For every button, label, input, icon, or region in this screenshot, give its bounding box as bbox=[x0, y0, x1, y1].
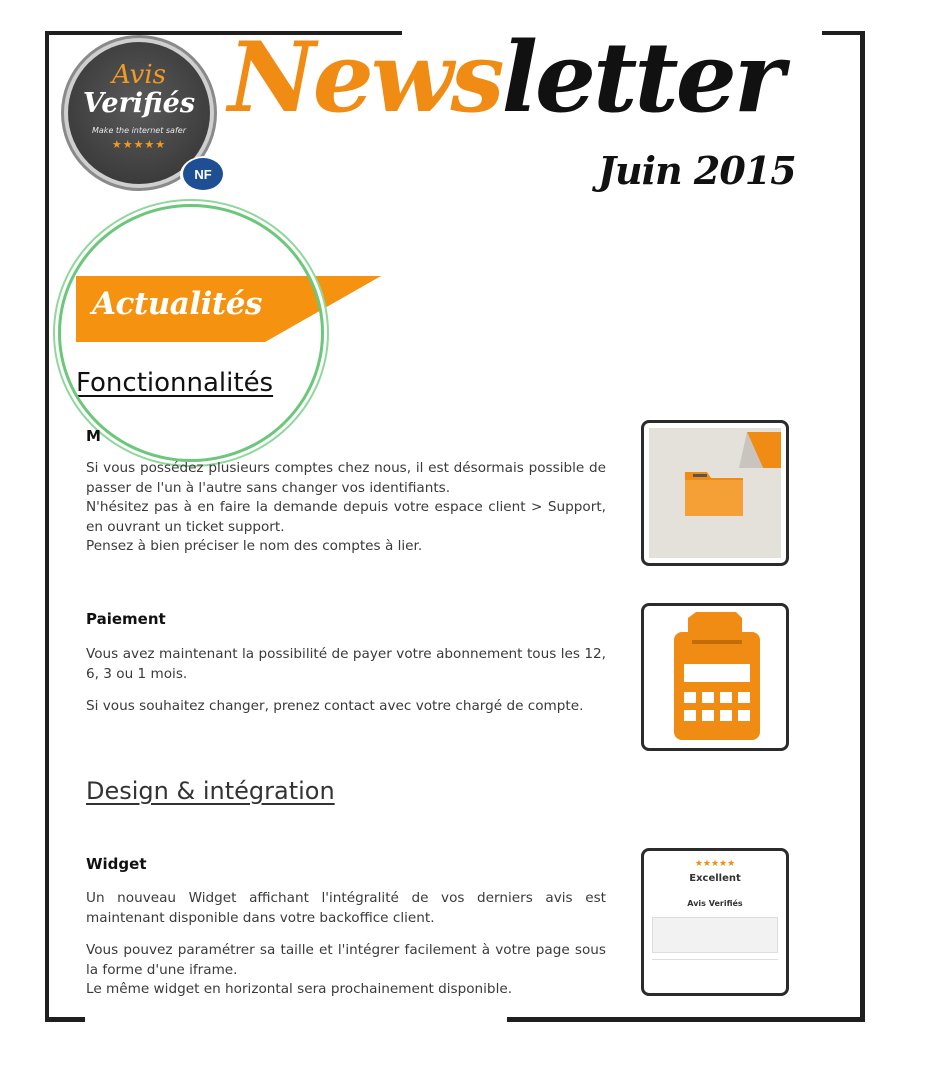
paragraph: Le même widget en horizontal sera prochainement disponible. bbox=[86, 981, 513, 997]
nf-certification-logo bbox=[180, 156, 230, 194]
newsletter-date: Juin 2015 bbox=[598, 148, 796, 193]
accounts-thumbnail bbox=[641, 420, 789, 566]
logo-text-avis: Avis bbox=[111, 60, 167, 90]
block-text-payment bbox=[86, 645, 606, 717]
magnifier-circle bbox=[58, 204, 324, 462]
title-news: News bbox=[228, 21, 502, 134]
frame-top-right bbox=[822, 31, 865, 35]
block-text-multi-accounts bbox=[86, 459, 606, 557]
logo-tagline: Make the internet safer bbox=[92, 126, 186, 135]
paragraph: Un nouveau Widget affichant l'intégralité de vos derniers avis est maintenant disponible dans votre backoffice client. bbox=[86, 890, 606, 926]
folder-icon bbox=[649, 428, 781, 558]
frame-right bbox=[860, 31, 865, 1022]
widget-stars: ★★★★★ bbox=[694, 859, 736, 869]
logo-stars: ★★★★★ bbox=[111, 138, 167, 151]
paragraph: Pensez à bien préciser le nom des comptes à lier. bbox=[86, 538, 423, 554]
paragraph: N'hésitez pas à en faire la demande depuis votre espace client > Support, en ouvrant un ticket support. bbox=[86, 499, 606, 535]
payment-thumbnail bbox=[641, 603, 789, 751]
block-text-widget bbox=[86, 889, 606, 1000]
nf-label: NF bbox=[183, 158, 223, 190]
frame-bottom-left bbox=[45, 1017, 85, 1022]
widget-rating-title: Excellent bbox=[689, 873, 741, 884]
paragraph: Si vous souhaitez changer, prenez contact avec votre chargé de compte. bbox=[86, 698, 584, 714]
paragraph: Si vous possédez plusieurs comptes chez nous, il est désormais possible de passer de l'un à l'autre sans changer vos identifiants. bbox=[86, 460, 606, 496]
block-title-payment: Paiement bbox=[86, 610, 166, 628]
block-title-multi-accounts: M bbox=[86, 427, 101, 445]
design-heading: Design & intégration bbox=[86, 777, 335, 805]
logo-text-verifies: Verifiés bbox=[82, 88, 196, 119]
widget-brand: Avis Verifiés bbox=[687, 899, 743, 908]
paragraph: Vous avez maintenant la possibilité de payer votre abonnement tous les 12, 6, 3 ou 1 mois. bbox=[86, 646, 606, 682]
title-letter: letter bbox=[501, 21, 782, 134]
widget-review-card bbox=[652, 917, 778, 953]
section-banner-label: Actualités bbox=[92, 286, 262, 322]
calculator-icon bbox=[644, 606, 786, 748]
thumbnail-background bbox=[649, 428, 781, 558]
block-title-widget: Widget bbox=[86, 855, 147, 873]
widget-footer bbox=[652, 959, 778, 974]
frame-bottom-right bbox=[507, 1017, 865, 1022]
section-heading: Fonctionnalités bbox=[76, 368, 274, 398]
paragraph: Vous pouvez paramétrer sa taille et l'intégrer facilement à votre page sous la forme d'une iframe. bbox=[86, 942, 606, 978]
frame-left bbox=[45, 31, 49, 1022]
widget-thumbnail bbox=[641, 848, 789, 996]
newsletter-title bbox=[228, 21, 782, 134]
